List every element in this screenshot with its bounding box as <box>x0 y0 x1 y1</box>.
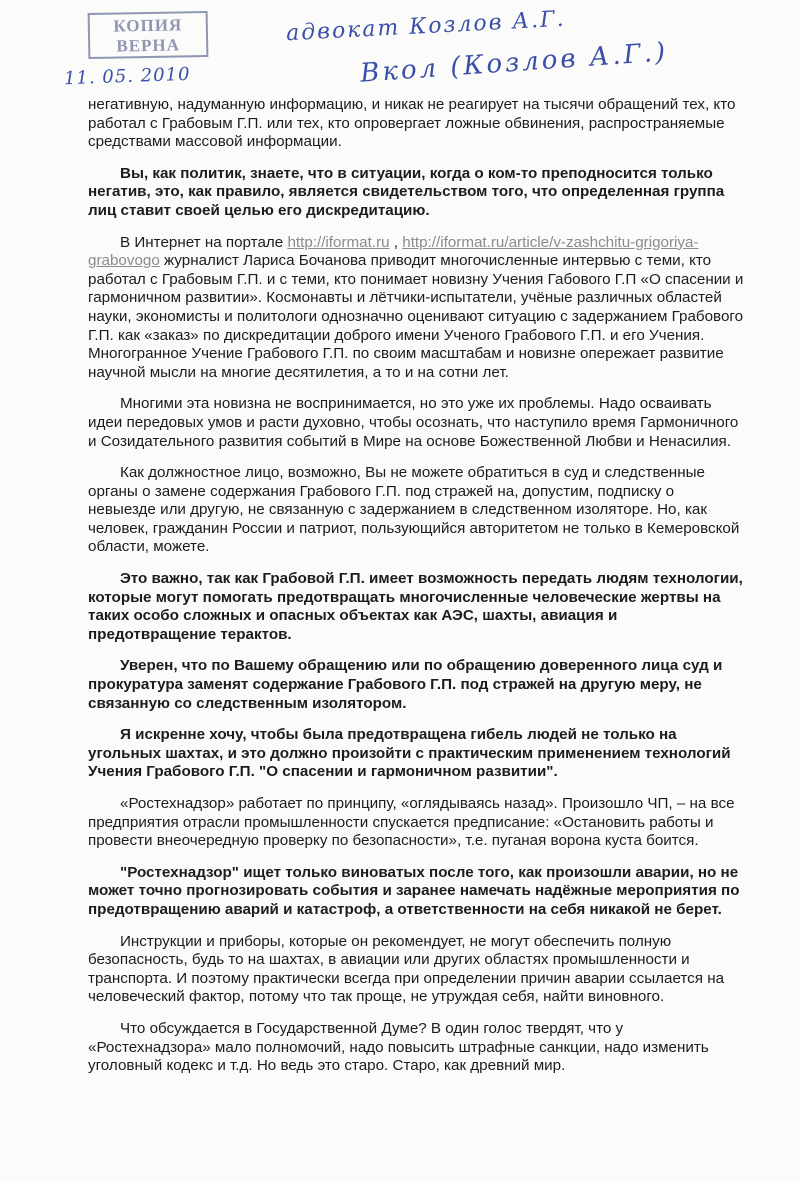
paragraph-8: Я искренне хочу, чтобы была предотвращена гибель людей не только на угольных шахтах, и это должно произойти с практическим применением технологий Учения Грабового Г.П. "О спасении и гармоничном развитии". <box>88 726 731 781</box>
paragraph-2: Вы, как политик, знаете, что в ситуации, когда о ком-то преподносится только негатив, это, как правило, является свидетельством того, что определенная группа лиц ставит своей целью его дискредитацию. <box>88 164 725 219</box>
link-iformat[interactable]: http://iformat.ru <box>287 233 390 251</box>
stamp-line-2: ВЕРНА <box>116 35 181 56</box>
handwritten-signature: Вкол (Козлов А.Г.) <box>359 37 670 89</box>
link-iformat-article[interactable]: http://iformat.ru/article/v-zashchitu-grigoriya-grabovogo <box>88 233 699 270</box>
paragraph-6: Это важно, так как Грабовой Г.П. имеет возможность передать людям технологии, которые могут помогать предотвращать многочисленные человеческие жертвы на таких особо сложных и опасных объектах как АЭС, шахты, авиация и предотвращение терактов. <box>88 570 743 643</box>
paragraph-12: Что обсуждается в Государственной Думе? В один голос твердят, что у «Ростехнадзора» мало полномочий, надо повысить штрафные санкции, надо изменить уголовный кодекс и т.д. Но ведь это старо. Старо, как древний мир. <box>88 1019 709 1075</box>
handwritten-note: адвокат Козлов А.Г. <box>285 6 567 47</box>
paragraph-7: Уверен, что по Вашему обращению или по обращению доверенного лица суд и прокуратура заменят содержание Грабового Г.П. под стражей на другую меру, не связанную со следственным изолятором. <box>88 657 723 712</box>
paragraph-1: негативную, надуманную информацию, и никак не реагирует на тысячи обращений тех, кто работал с Грабовым Г.П. или тех, кто опровергает ложные обвинения, распространяемые средствами массовой информации. <box>88 96 736 151</box>
paragraph-4: Многими эта новизна не воспринимается, но это уже их проблемы. Надо осваивать идеи передовых умов и расти духовно, чтобы осознать, что наступило время Гармоничного и Созидательного развития событий в Мире на основе Божественной Любви и Ненасилия. <box>88 395 739 450</box>
link-separator: , <box>389 233 403 251</box>
paragraph-5: Как должностное лицо, возможно, Вы не можете обратиться в суд и следственные органы о замене содержания Грабового Г.П. под стражей на, допустим, подписку о невыезде или другую, не связанную с задержанием в следственном изоляторе. Но, как человек, гражданин России и патриот, пользующийся авторитетом не только в Кемеровской области, можете. <box>88 464 740 556</box>
paragraph-10: "Ростехнадзор" ищет только виноватых после того, как произошли аварии, но не может точно прогнозировать события и заранее намечать надёжные мероприятия по предотвращению аварий и катастроф, а ответственности на себя никакой не берет. <box>88 863 740 918</box>
stamp-line-1: КОПИЯ <box>113 15 183 36</box>
paragraph-11: Инструкции и приборы, которые он рекомендует, не могут обеспечить полную безопасность, будь то на шахтах, в авиации или других областях промышленности и транспорта. И поэтому практически всегда при определении причин аварии ссылается на человеческий фактор, потому что так проще, не утруждая себя, найти виновного. <box>88 932 725 1006</box>
letter-body <box>88 96 746 1089</box>
paragraph-3 <box>88 234 746 383</box>
paragraph-9: «Ростехнадзор» работает по принципу, «оглядываясь назад». Произошло ЧП, – на все предприятия отрасли промышленности спускается предписание: «Остановить работы и провести внеочередную проверку по безопасности», т.е. пуганая ворона куста боится. <box>88 795 735 850</box>
copy-certified-stamp <box>88 11 209 59</box>
paragraph-3-intro: В Интернет на портале <box>120 233 288 251</box>
paragraph-3-text: журналист Лариса Бочанова приводит многочисленные интервью с теми, кто работал с Грабовым Г.П. и с теми, кто понимает новизну Учения Габового Г.П «О спасении и гармоничном развитии». Космонавты и лётчики-испытатели, учёные различных областей науки, экономисты и политологи однозначно оценивают ситуацию с задержанием Грабового Г.П. как «заказ» по дискредитации доброго имени Ученого Грабового Г.П. и его Учения. Многогранное Учение Грабового Г.П. по своим масштабам и новизне опережает развитие научной мысли на многие десятилетия, а то и на сотни лет. <box>88 252 744 381</box>
handwritten-date: 11. 05. 2010 <box>63 63 191 90</box>
